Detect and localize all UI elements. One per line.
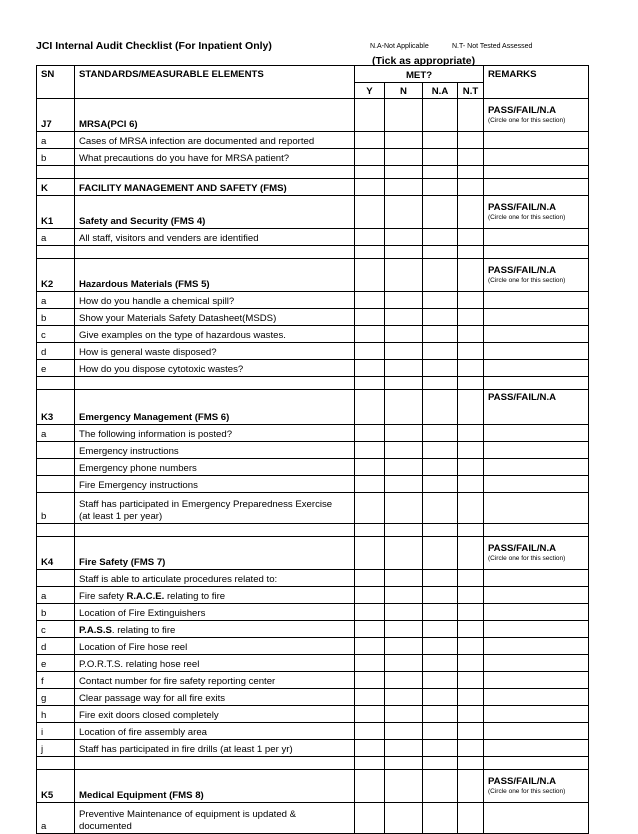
item-sn: a — [37, 425, 75, 442]
table-row — [37, 740, 589, 757]
tick-y[interactable] — [355, 132, 385, 149]
tick-y[interactable] — [355, 604, 385, 621]
item-text: Emergency phone numbers — [75, 459, 355, 476]
tick-nt[interactable] — [458, 425, 484, 442]
n-header: N — [385, 83, 423, 99]
tick-n[interactable] — [385, 442, 423, 459]
remarks-cell[interactable] — [484, 360, 589, 377]
tick-na[interactable] — [423, 570, 458, 587]
tick-y[interactable] — [355, 343, 385, 360]
item-sn: d — [37, 343, 75, 360]
tick-nt[interactable] — [458, 309, 484, 326]
tick-na[interactable] — [423, 309, 458, 326]
tick-n[interactable] — [385, 638, 423, 655]
table-row — [37, 459, 589, 476]
item-sn: f — [37, 672, 75, 689]
spacer-row — [37, 166, 589, 179]
tick-na[interactable] — [423, 604, 458, 621]
tick-n[interactable] — [385, 621, 423, 638]
remarks-cell[interactable] — [484, 723, 589, 740]
tick-na[interactable] — [423, 292, 458, 309]
item-sn: a — [37, 803, 75, 834]
item-sn: b — [37, 604, 75, 621]
header-row — [37, 66, 589, 83]
tick-na[interactable] — [423, 149, 458, 166]
spacer-row — [37, 757, 589, 770]
tick-nt[interactable] — [458, 655, 484, 672]
table-row — [37, 655, 589, 672]
tick-na[interactable] — [423, 99, 458, 132]
tick-na[interactable] — [423, 326, 458, 343]
na-legend: N.A-Not Applicable — [370, 43, 429, 50]
remarks-cell[interactable] — [484, 570, 589, 587]
item-sn: h — [37, 706, 75, 723]
item-text: All staff, visitors and venders are identified — [75, 229, 355, 246]
item-sn: a — [37, 132, 75, 149]
remarks-cell[interactable] — [484, 689, 589, 706]
table-row — [37, 689, 589, 706]
pass-fail-label: PASS/FAIL/N.A — [488, 202, 557, 213]
tick-na[interactable] — [423, 459, 458, 476]
section-sn: K — [37, 179, 75, 196]
section-title: MRSA(PCI 6) — [75, 99, 355, 132]
item-sn: j — [37, 740, 75, 757]
tick-nt[interactable] — [458, 326, 484, 343]
tick-y[interactable] — [355, 390, 385, 425]
table-row — [37, 360, 589, 377]
item-text: Location of fire assembly area — [75, 723, 355, 740]
section-row-k2 — [37, 259, 589, 292]
tick-n[interactable] — [385, 326, 423, 343]
tick-nt[interactable] — [458, 537, 484, 570]
tick-nt[interactable] — [458, 476, 484, 493]
item-text: Show your Materials Safety Datasheet(MSDS) — [75, 309, 355, 326]
tick-na[interactable] — [423, 723, 458, 740]
pass-fail-label: PASS/FAIL/N.A — [488, 105, 557, 116]
table-row — [37, 570, 589, 587]
remarks-cell[interactable] — [484, 442, 589, 459]
tick-nt[interactable] — [458, 587, 484, 604]
tick-nt[interactable] — [458, 390, 484, 425]
item-sn: e — [37, 360, 75, 377]
tick-nt[interactable] — [458, 99, 484, 132]
tick-n[interactable] — [385, 425, 423, 442]
pass-fail-label: PASS/FAIL/N.A — [488, 543, 557, 554]
item-text: Fire safety R.A.C.E. relating to fire — [75, 587, 355, 604]
item-text: How do you dispose cytotoxic wastes? — [75, 360, 355, 377]
item-sn: i — [37, 723, 75, 740]
section-remarks[interactable] — [484, 196, 589, 229]
remarks-cell[interactable] — [484, 621, 589, 638]
tick-n[interactable] — [385, 570, 423, 587]
table-row — [37, 476, 589, 493]
remarks-cell[interactable] — [484, 604, 589, 621]
tick-n[interactable] — [385, 99, 423, 132]
section-title: Hazardous Materials (FMS 5) — [75, 259, 355, 292]
item-sn: e — [37, 655, 75, 672]
tick-n[interactable] — [385, 309, 423, 326]
section-row-k1 — [37, 196, 589, 229]
tick-na[interactable] — [423, 621, 458, 638]
item-text: P.O.R.T.S. relating hose reel — [75, 655, 355, 672]
circle-note: (Circle one for this section) — [488, 788, 566, 795]
y-header: Y — [355, 83, 385, 99]
item-text: Cases of MRSA infection are documented and reported — [75, 132, 355, 149]
tick-na[interactable] — [423, 196, 458, 229]
section-row-k5 — [37, 770, 589, 803]
tick-n[interactable] — [385, 723, 423, 740]
remarks-cell[interactable] — [484, 655, 589, 672]
remarks-cell[interactable] — [484, 229, 589, 246]
pass-fail-label: PASS/FAIL/N.A — [488, 265, 557, 276]
na-header: N.A — [423, 83, 458, 99]
remarks-cell[interactable] — [484, 493, 589, 524]
tick-y[interactable] — [355, 326, 385, 343]
pass-fail-label: PASS/FAIL/N.A — [488, 392, 557, 403]
tick-n[interactable] — [385, 587, 423, 604]
sn-header: SN — [37, 66, 75, 99]
tick-y[interactable] — [355, 442, 385, 459]
tick-nt[interactable] — [458, 360, 484, 377]
remarks-cell[interactable] — [484, 803, 589, 834]
nt-header: N.T — [458, 83, 484, 99]
section-remarks[interactable] — [484, 99, 589, 132]
section-title: Emergency Management (FMS 6) — [75, 390, 355, 425]
tick-n[interactable] — [385, 706, 423, 723]
tick-na[interactable] — [423, 672, 458, 689]
met-header: MET? — [355, 66, 484, 83]
tick-nt[interactable] — [458, 229, 484, 246]
remarks-cell[interactable] — [484, 425, 589, 442]
tick-y[interactable] — [355, 476, 385, 493]
tick-n[interactable] — [385, 740, 423, 757]
item-text: How do you handle a chemical spill? — [75, 292, 355, 309]
tick-n[interactable] — [385, 604, 423, 621]
circle-note: (Circle one for this section) — [488, 214, 566, 221]
tick-y[interactable] — [355, 723, 385, 740]
section-title: Safety and Security (FMS 4) — [75, 196, 355, 229]
remarks-cell[interactable] — [484, 740, 589, 757]
tick-nt[interactable] — [458, 493, 484, 524]
tick-na[interactable] — [423, 229, 458, 246]
table-row — [37, 493, 589, 524]
tick-nt[interactable] — [458, 723, 484, 740]
tick-nt[interactable] — [458, 621, 484, 638]
tick-y[interactable] — [355, 99, 385, 132]
tick-na[interactable] — [423, 343, 458, 360]
tick-y[interactable] — [355, 493, 385, 524]
section-title: Fire Safety (FMS 7) — [75, 537, 355, 570]
tick-n[interactable] — [385, 292, 423, 309]
circle-note: (Circle one for this section) — [488, 555, 566, 562]
table-row — [37, 706, 589, 723]
section-sn: K5 — [37, 770, 75, 803]
item-sn: a — [37, 587, 75, 604]
tick-n[interactable] — [385, 537, 423, 570]
item-text-line: Staff has participated in Emergency Preparedness Exercise — [79, 499, 333, 510]
tick-y[interactable] — [355, 706, 385, 723]
tick-nt[interactable] — [458, 149, 484, 166]
remarks-cell[interactable] — [484, 638, 589, 655]
tick-na[interactable] — [423, 425, 458, 442]
tick-y[interactable] — [355, 638, 385, 655]
remarks-cell[interactable] — [484, 672, 589, 689]
section-sn: K4 — [37, 537, 75, 570]
item-text: Contact number for fire safety reporting center — [75, 672, 355, 689]
item-text-line: Preventive Maintenance of equipment is updated & — [79, 809, 297, 820]
section-remarks[interactable] — [484, 390, 589, 425]
table-row — [37, 442, 589, 459]
tick-n[interactable] — [385, 360, 423, 377]
tick-y[interactable] — [355, 621, 385, 638]
section-sn: K2 — [37, 259, 75, 292]
item-text: Fire exit doors closed completely — [75, 706, 355, 723]
tick-nt[interactable] — [458, 259, 484, 292]
table-row — [37, 132, 589, 149]
item-text: Location of Fire hose reel — [75, 638, 355, 655]
item-text: Clear passage way for all fire exits — [75, 689, 355, 706]
item-sn: d — [37, 638, 75, 655]
audit-checklist-table — [36, 65, 589, 834]
remarks-cell[interactable] — [484, 587, 589, 604]
item-sn: c — [37, 621, 75, 638]
item-text — [75, 803, 355, 834]
tick-n[interactable] — [385, 229, 423, 246]
tick-n[interactable] — [385, 672, 423, 689]
item-sn: b — [37, 149, 75, 166]
tick-na[interactable] — [423, 706, 458, 723]
tick-y[interactable] — [355, 587, 385, 604]
pass-fail-label: PASS/FAIL/N.A — [488, 776, 557, 787]
tick-na[interactable] — [423, 259, 458, 292]
section-sn: J7 — [37, 99, 75, 132]
tick-y[interactable] — [355, 672, 385, 689]
tick-y[interactable] — [355, 770, 385, 803]
item-text: Staff is able to articulate procedures related to: — [75, 570, 355, 587]
tick-n[interactable] — [385, 132, 423, 149]
remarks-cell[interactable] — [484, 149, 589, 166]
remarks-cell[interactable] — [484, 132, 589, 149]
spacer-row — [37, 524, 589, 537]
remarks-cell[interactable] — [484, 309, 589, 326]
section-title: Medical Equipment (FMS 8) — [75, 770, 355, 803]
tick-na[interactable] — [423, 476, 458, 493]
tick-instruction: (Tick as appropriate) — [372, 55, 476, 67]
item-sn: b — [37, 309, 75, 326]
table-row — [37, 326, 589, 343]
tick-y[interactable] — [355, 655, 385, 672]
circle-note: (Circle one for this section) — [488, 277, 566, 284]
section-sn: K1 — [37, 196, 75, 229]
table-row — [37, 587, 589, 604]
tick-na[interactable] — [423, 587, 458, 604]
tick-n[interactable] — [385, 655, 423, 672]
table-row — [37, 343, 589, 360]
section-sn: K3 — [37, 390, 75, 425]
table-row — [37, 425, 589, 442]
tick-y[interactable] — [355, 360, 385, 377]
tick-nt[interactable] — [458, 604, 484, 621]
page-title: JCI Internal Audit Checklist (For Inpatient Only) — [36, 40, 272, 52]
tick-nt[interactable] — [458, 132, 484, 149]
item-text: Give examples on the type of hazardous wastes. — [75, 326, 355, 343]
tick-na[interactable] — [423, 803, 458, 834]
tick-nt[interactable] — [458, 803, 484, 834]
remarks-cell[interactable] — [484, 706, 589, 723]
item-text: The following information is posted? — [75, 425, 355, 442]
tick-na[interactable] — [423, 360, 458, 377]
tick-y[interactable] — [355, 740, 385, 757]
item-text: How is general waste disposed? — [75, 343, 355, 360]
tick-n[interactable] — [385, 390, 423, 425]
section-title: FACILITY MANAGEMENT AND SAFETY (FMS) — [75, 179, 355, 196]
tick-na[interactable] — [423, 770, 458, 803]
tick-y[interactable] — [355, 425, 385, 442]
table-row — [37, 309, 589, 326]
standards-header: STANDARDS/MEASURABLE ELEMENTS — [75, 66, 355, 99]
tick-n[interactable] — [385, 803, 423, 834]
tick-nt[interactable] — [458, 196, 484, 229]
tick-y[interactable] — [355, 459, 385, 476]
item-sn: b — [37, 493, 75, 524]
table-row — [37, 803, 589, 834]
section-row-k — [37, 179, 589, 196]
tick-nt[interactable] — [458, 706, 484, 723]
tick-na[interactable] — [423, 638, 458, 655]
tick-nt[interactable] — [458, 740, 484, 757]
tick-n[interactable] — [385, 149, 423, 166]
table-row — [37, 149, 589, 166]
item-sn: a — [37, 229, 75, 246]
remarks-cell[interactable] — [484, 459, 589, 476]
tick-n[interactable] — [385, 259, 423, 292]
remarks-cell[interactable] — [484, 476, 589, 493]
section-row-k4 — [37, 537, 589, 570]
item-sn: c — [37, 326, 75, 343]
tick-nt[interactable] — [458, 672, 484, 689]
item-text-line: (at least 1 per year) — [79, 511, 163, 522]
spacer-row — [37, 377, 589, 390]
table-row — [37, 292, 589, 309]
item-text: Fire Emergency instructions — [75, 476, 355, 493]
tick-na[interactable] — [423, 132, 458, 149]
tick-nt[interactable] — [458, 689, 484, 706]
tick-nt[interactable] — [458, 459, 484, 476]
tick-nt[interactable] — [458, 638, 484, 655]
item-text-line: documented — [79, 821, 132, 832]
table-row — [37, 638, 589, 655]
circle-note: (Circle one for this section) — [488, 117, 566, 124]
tick-y[interactable] — [355, 309, 385, 326]
item-sn: g — [37, 689, 75, 706]
item-text: What precautions do you have for MRSA patient? — [75, 149, 355, 166]
table-row — [37, 621, 589, 638]
item-text — [75, 493, 355, 524]
tick-nt[interactable] — [458, 292, 484, 309]
tick-nt[interactable] — [458, 343, 484, 360]
tick-n[interactable] — [385, 196, 423, 229]
tick-y[interactable] — [355, 259, 385, 292]
section-remarks[interactable] — [484, 537, 589, 570]
tick-n[interactable] — [385, 770, 423, 803]
remarks-header: REMARKS — [484, 66, 589, 99]
item-text: Location of Fire Extinguishers — [75, 604, 355, 621]
remarks-cell[interactable] — [484, 292, 589, 309]
tick-na[interactable] — [423, 740, 458, 757]
item-text: Staff has participated in fire drills (at least 1 per yr) — [75, 740, 355, 757]
section-row-j7 — [37, 99, 589, 132]
remarks-cell[interactable] — [484, 343, 589, 360]
tick-y[interactable] — [355, 570, 385, 587]
tick-n[interactable] — [385, 689, 423, 706]
tick-n[interactable] — [385, 459, 423, 476]
tick-na[interactable] — [423, 493, 458, 524]
tick-n[interactable] — [385, 476, 423, 493]
tick-n[interactable] — [385, 343, 423, 360]
table-row — [37, 229, 589, 246]
tick-na[interactable] — [423, 689, 458, 706]
tick-y[interactable] — [355, 149, 385, 166]
item-sn: a — [37, 292, 75, 309]
tick-y[interactable] — [355, 537, 385, 570]
item-text: Emergency instructions — [75, 442, 355, 459]
tick-nt[interactable] — [458, 570, 484, 587]
table-row — [37, 723, 589, 740]
tick-y[interactable] — [355, 229, 385, 246]
table-row — [37, 604, 589, 621]
tick-y[interactable] — [355, 689, 385, 706]
section-remarks[interactable] — [484, 770, 589, 803]
table-row — [37, 672, 589, 689]
tick-na[interactable] — [423, 655, 458, 672]
remarks-cell[interactable] — [484, 326, 589, 343]
tick-n[interactable] — [385, 493, 423, 524]
section-row-k3 — [37, 390, 589, 425]
spacer-row — [37, 246, 589, 259]
tick-na[interactable] — [423, 442, 458, 459]
tick-y[interactable] — [355, 196, 385, 229]
nt-legend: N.T- Not Tested Assessed — [452, 43, 533, 50]
section-remarks[interactable] — [484, 259, 589, 292]
tick-nt[interactable] — [458, 770, 484, 803]
tick-na[interactable] — [423, 537, 458, 570]
tick-y[interactable] — [355, 292, 385, 309]
tick-na[interactable] — [423, 390, 458, 425]
item-text: P.A.S.S. relating to fire — [75, 621, 355, 638]
tick-y[interactable] — [355, 803, 385, 834]
tick-nt[interactable] — [458, 442, 484, 459]
